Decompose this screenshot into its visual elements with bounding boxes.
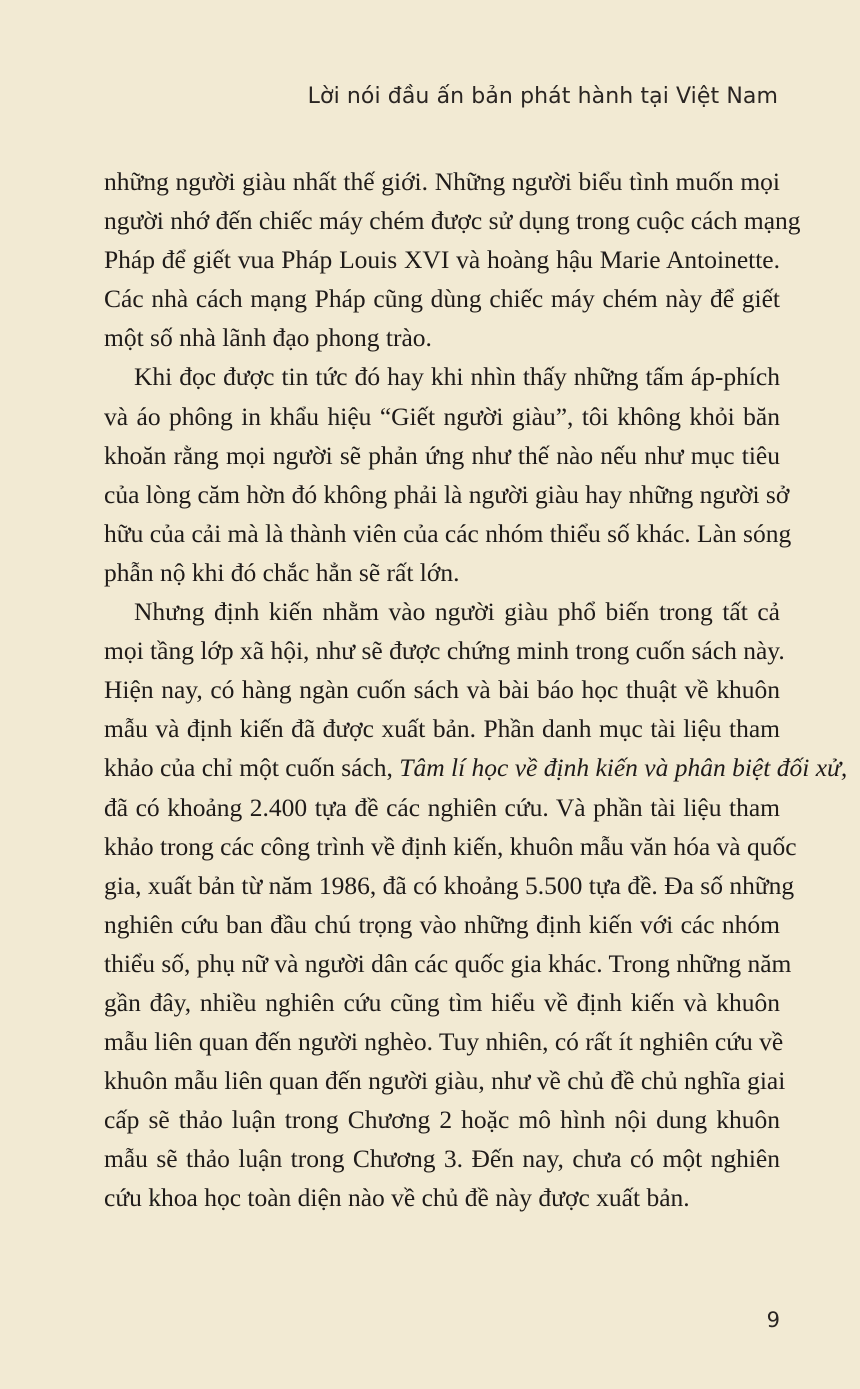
text-line: Nhưng định kiến nhằm vào người giàu phổ biến trong tất cả — [134, 597, 780, 627]
text-line: và áo phông in khẩu hiệu “Giết người giàu”, tôi không khỏi băn — [104, 401, 780, 431]
text-line: mẫu liên quan đến người nghèo. Tuy nhiên, có rất ít nghiên cứu về — [104, 1027, 784, 1057]
text-line: người nhớ đến chiếc máy chém được sử dụng trong cuộc cách mạng — [104, 206, 801, 236]
text-line: mẫu và định kiến đã được xuất bản. Phần danh mục tài liệu tham — [104, 714, 780, 744]
text-line: nghiên cứu ban đầu chú trọng vào những định kiến với các nhóm — [104, 909, 780, 939]
text-line: của lòng căm hờn đó không phải là người giàu hay những người sở — [104, 479, 790, 509]
text-line: đã có khoảng 2.400 tựa đề các nghiên cứu. Và phần tài liệu tham — [104, 792, 780, 822]
text-line: khuôn mẫu liên quan đến người giàu, như về chủ đề chủ nghĩa giai — [104, 1066, 786, 1096]
text-line: một số nhà lãnh đạo phong trào. — [104, 323, 432, 353]
text-line: mẫu sẽ thảo luận trong Chương 3. Đến nay, chưa có một nghiên — [104, 1144, 780, 1174]
body-text — [104, 162, 848, 1218]
text-line: khảo trong các công trình về định kiến, khuôn mẫu văn hóa và quốc — [104, 831, 797, 861]
text-line: cứu khoa học toàn diện nào về chủ đề này được xuất bản. — [104, 1183, 690, 1213]
text-line: gia, xuất bản từ năm 1986, đã có khoảng 5.500 tựa đề. Đa số những — [104, 870, 795, 900]
paragraph-2 — [104, 357, 792, 592]
text-line: hữu của cải mà là thành viên của các nhóm thiểu số khác. Làn sóng — [104, 518, 792, 548]
paragraph-3 — [104, 592, 848, 1218]
text-line: Pháp để giết vua Pháp Louis XVI và hoàng hậu Marie Antoinette. — [104, 245, 780, 275]
text-line-with-title — [104, 748, 848, 787]
text-line: Khi đọc được tin tức đó hay khi nhìn thấy những tấm áp-phích — [134, 362, 780, 392]
paragraph-1 — [104, 162, 801, 357]
text-line: gần đây, nhiều nghiên cứu cũng tìm hiểu về định kiến và khuôn — [104, 987, 780, 1017]
text-line: mọi tầng lớp xã hội, như sẽ được chứng minh trong cuốn sách này. — [104, 636, 785, 666]
text-line: cấp sẽ thảo luận trong Chương 2 hoặc mô hình nội dung khuôn — [104, 1105, 780, 1135]
text-fragment: khảo của chỉ một cuốn sách, — [104, 753, 393, 783]
text-line: thiểu số, phụ nữ và người dân các quốc gia khác. Trong những năm — [104, 948, 792, 978]
text-line: Các nhà cách mạng Pháp cũng dùng chiếc máy chém này để giết — [104, 284, 780, 314]
text-line: những người giàu nhất thế giới. Những người biểu tình muốn mọi — [104, 167, 780, 196]
text-line: khoăn rằng mọi người sẽ phản ứng như thế nào nếu như mục tiêu — [104, 440, 780, 470]
text-line: phẫn nộ khi đó chắc hẳn sẽ rất lớn. — [104, 557, 460, 587]
text-line: Hiện nay, có hàng ngàn cuốn sách và bài báo học thuật về khuôn — [104, 675, 780, 705]
page-number: 9 — [766, 1308, 780, 1332]
book-title-italic: Tâm lí học về định kiến và phân biệt đối xử, — [399, 753, 848, 783]
running-header: Lời nói đầu ấn bản phát hành tại Việt Nam — [307, 84, 778, 109]
